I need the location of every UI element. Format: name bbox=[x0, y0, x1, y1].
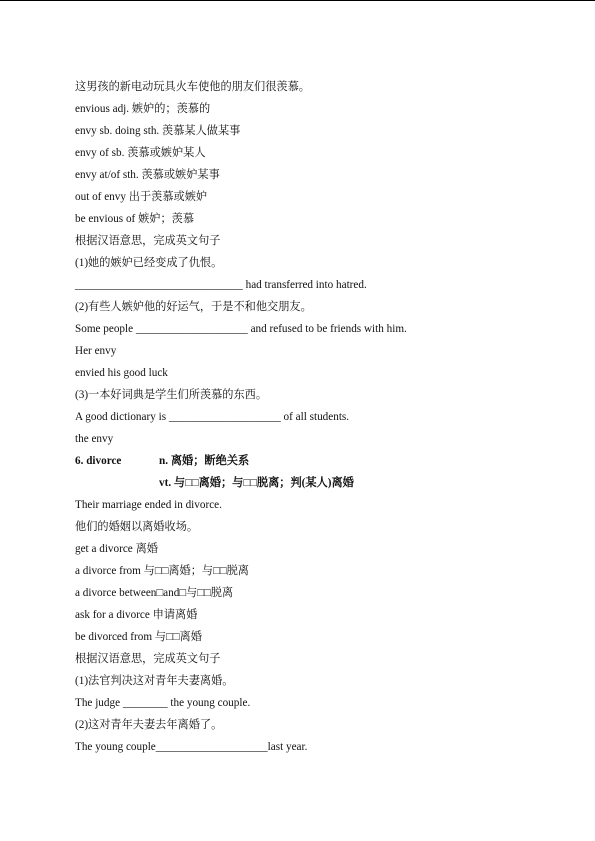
exercise-prompt: (2)有些人嫉妒他的好运气，于是不和他交朋友。 bbox=[75, 301, 312, 313]
text-line: be divorced from 与□□离婚 bbox=[75, 631, 202, 643]
text-line: envy at/of sth. 羡慕或嫉妒某事 bbox=[75, 169, 220, 181]
exercise-instruction: 根据汉语意思，完成英文句子 bbox=[75, 235, 221, 247]
text-line: be envious of 嫉妒；羡慕 bbox=[75, 213, 195, 225]
vocab-heading bbox=[75, 450, 575, 472]
top-border-line bbox=[0, 0, 595, 1]
fill-in-blank-sentence: The young couple____________________last year. bbox=[75, 741, 308, 753]
exercise-prompt: (1)她的嫉妒已经变成了仇恨。 bbox=[75, 257, 223, 269]
fill-in-blank-sentence: Some people ____________________ and refused to be friends with him. bbox=[75, 323, 407, 335]
text-line: envious adj. 嫉妒的；羡慕的 bbox=[75, 103, 211, 115]
exercise-prompt: (1)法官判决这对青年夫妻离婚。 bbox=[75, 675, 234, 687]
example-sentence: Their marriage ended in divorce. bbox=[75, 499, 222, 511]
document-body bbox=[75, 76, 575, 758]
exercise-prompt: (2)这对青年夫妻去年离婚了。 bbox=[75, 719, 223, 731]
text-line: envy of sb. 羡慕或嫉妒某人 bbox=[75, 147, 206, 159]
vocab-subdefinition: vt. 与□□离婚；与□□脱离；判(某人)离婚 bbox=[159, 477, 354, 489]
text-line: get a divorce 离婚 bbox=[75, 543, 158, 555]
exercise-prompt: (3)一本好词典是学生们所羡慕的东西。 bbox=[75, 389, 268, 401]
fill-in-blank-sentence: The judge ________ the young couple. bbox=[75, 697, 251, 709]
answer-line: Her envy bbox=[75, 345, 117, 357]
answer-line: the envy bbox=[75, 433, 114, 445]
text-line: out of envy 出于羡慕或嫉妒 bbox=[75, 191, 208, 203]
text-line: a divorce from 与□□离婚；与□□脱离 bbox=[75, 565, 249, 577]
example-translation: 他们的婚姻以离婚收场。 bbox=[75, 521, 199, 533]
exercise-instruction: 根据汉语意思，完成英文句子 bbox=[75, 653, 221, 665]
fill-in-blank-sentence: A good dictionary is ____________________ of all students. bbox=[75, 411, 350, 423]
text-line: a divorce between□and□与□□脱离 bbox=[75, 587, 234, 599]
text-line: 这男孩的新电动玩具火车使他的朋友们很羡慕。 bbox=[75, 81, 310, 93]
vocab-definition: n. 离婚；断绝关系 bbox=[159, 455, 250, 467]
text-line: envy sb. doing sth. 羡慕某人做某事 bbox=[75, 125, 241, 137]
answer-line: envied his good luck bbox=[75, 367, 168, 379]
text-line: ask for a divorce 申请离婚 bbox=[75, 609, 198, 621]
fill-in-blank-sentence: ______________________________ had transferred into hatred. bbox=[75, 279, 367, 291]
vocab-word: 6. divorce bbox=[75, 455, 122, 467]
